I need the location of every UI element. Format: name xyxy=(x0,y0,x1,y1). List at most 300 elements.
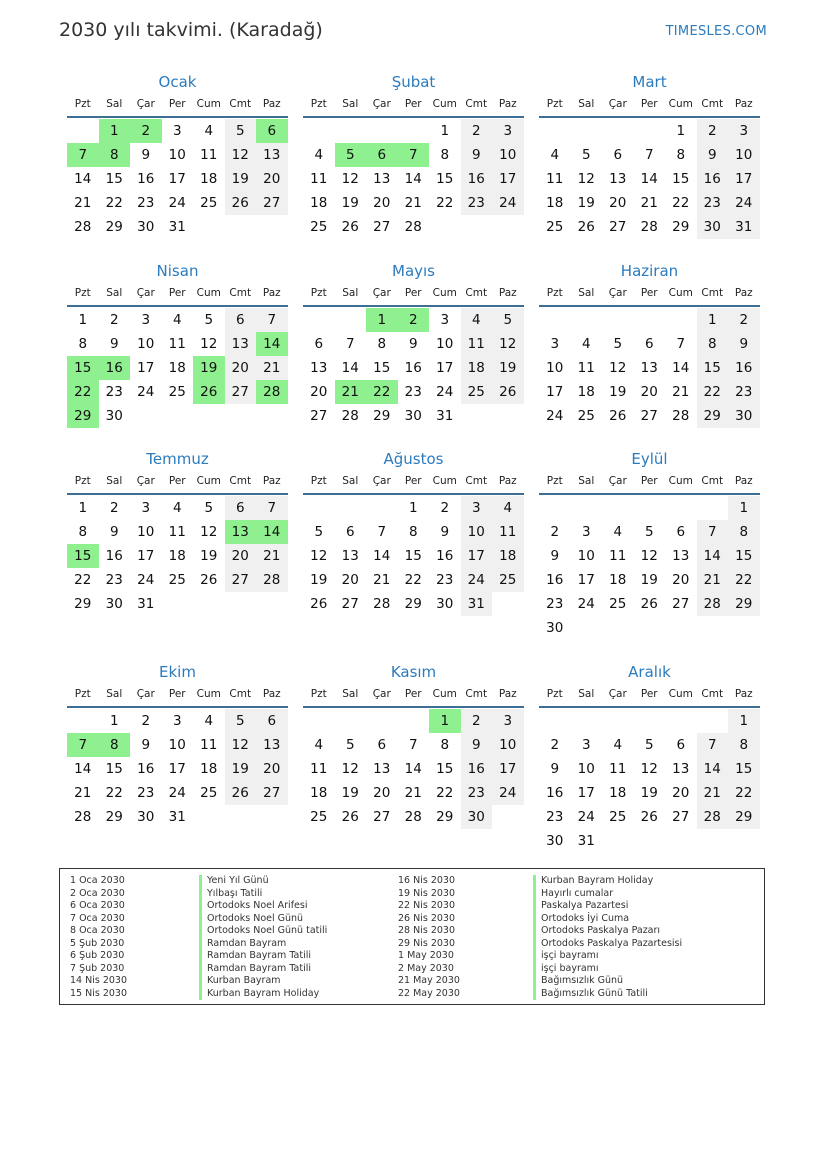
legend-holiday-name: Bağımsızlık Günü Tatili xyxy=(533,988,682,1001)
day-cell: 21 xyxy=(373,572,391,588)
day-cell: 19 xyxy=(225,167,257,191)
day-cell: 19 xyxy=(225,757,257,781)
day-cell: 9 xyxy=(109,524,119,540)
day-cell: 15 xyxy=(105,761,123,777)
day-cell: 8 xyxy=(78,524,88,540)
day-cell: 26 xyxy=(577,219,595,235)
holiday-day-cell: 6 xyxy=(366,143,398,167)
legend-holiday-name: işçi bayramı xyxy=(533,950,682,963)
weekday-label: Cmt xyxy=(465,98,488,110)
weekday-label: Cum xyxy=(432,98,457,110)
day-cell: 30 xyxy=(546,620,564,636)
weekday-label: Çar xyxy=(608,287,627,299)
month-block xyxy=(67,662,288,825)
day-cell: 2 xyxy=(697,119,729,143)
day-cell: 1 xyxy=(78,500,88,516)
day-cell: 23 xyxy=(137,785,155,801)
day-cell: 14 xyxy=(404,171,422,187)
weekday-header xyxy=(539,686,760,708)
day-cell: 3 xyxy=(440,312,450,328)
day-cell: 28 xyxy=(697,805,729,829)
day-cell: 16 xyxy=(436,548,454,564)
day-cell: 24 xyxy=(577,809,595,825)
weekday-label: Per xyxy=(640,98,658,110)
day-cell: 14 xyxy=(697,544,729,568)
day-cell: 8 xyxy=(377,336,387,352)
day-cell: 17 xyxy=(728,167,760,191)
legend-date: 14 Nis 2030 xyxy=(70,975,127,986)
day-cell: 18 xyxy=(200,761,218,777)
day-cell: 11 xyxy=(492,520,524,544)
weekday-label: Per xyxy=(640,287,658,299)
day-cell: 16 xyxy=(461,167,493,191)
day-cell: 21 xyxy=(404,195,422,211)
day-cell: 12 xyxy=(225,143,257,167)
weekday-label: Cmt xyxy=(701,688,724,700)
holiday-day-cell: 5 xyxy=(335,143,367,167)
day-cell: 7 xyxy=(408,737,418,753)
day-cell: 26 xyxy=(640,809,658,825)
day-cell: 14 xyxy=(404,761,422,777)
month-block xyxy=(303,662,524,825)
holiday-day-cell: 7 xyxy=(398,143,430,167)
day-cell: 2 xyxy=(461,709,493,733)
legend-holiday-name: Ortodoks Noel Günü tatili xyxy=(199,925,327,938)
day-cell: 24 xyxy=(461,568,493,592)
holiday-day-cell: 15 xyxy=(67,544,99,568)
day-cell: 5 xyxy=(345,737,355,753)
weekday-label: Cmt xyxy=(701,98,724,110)
holiday-day-cell: 28 xyxy=(256,380,288,404)
legend-date: 1 May 2030 xyxy=(398,950,454,961)
day-cell: 19 xyxy=(310,572,328,588)
holiday-day-cell: 8 xyxy=(99,733,131,757)
weekday-label: Paz xyxy=(734,688,753,700)
day-cell: 8 xyxy=(440,147,450,163)
day-cell: 14 xyxy=(697,757,729,781)
legend-date: 19 Nis 2030 xyxy=(398,887,455,899)
weekday-label: Cum xyxy=(668,688,693,700)
day-cell: 29 xyxy=(105,219,123,235)
day-cell: 25 xyxy=(492,568,524,592)
day-cell: 3 xyxy=(492,119,524,143)
day-cell: 12 xyxy=(609,360,627,376)
day-cell: 27 xyxy=(256,781,288,805)
day-cell: 23 xyxy=(105,384,123,400)
day-cell: 19 xyxy=(200,548,218,564)
day-cell: 28 xyxy=(74,809,92,825)
day-cell: 19 xyxy=(640,572,658,588)
day-cell: 15 xyxy=(672,171,690,187)
day-cell: 31 xyxy=(461,592,493,616)
weekday-label: Çar xyxy=(372,287,391,299)
legend-holiday-name: Kurban Bayram xyxy=(199,975,327,988)
month-name: Eylül xyxy=(631,450,668,468)
day-cell: 21 xyxy=(74,195,92,211)
day-cell: 4 xyxy=(172,312,182,328)
weekday-label: Per xyxy=(404,475,422,487)
weekday-label: Çar xyxy=(372,475,391,487)
day-cell: 11 xyxy=(609,548,627,564)
day-cell: 6 xyxy=(676,524,686,540)
day-cell: 6 xyxy=(676,737,686,753)
legend-date: 8 Oca 2030 xyxy=(70,925,125,936)
holiday-day-cell: 7 xyxy=(67,143,99,167)
weekday-label: Cum xyxy=(196,475,221,487)
weekday-label: Paz xyxy=(262,475,281,487)
day-cell: 7 xyxy=(256,308,288,332)
day-cell: 30 xyxy=(697,215,729,239)
day-cell: 23 xyxy=(728,380,760,404)
day-cell: 15 xyxy=(697,356,729,380)
legend-date: 16 Nis 2030 xyxy=(398,875,455,886)
day-cell: 4 xyxy=(204,123,214,139)
legend-holiday-name: Ramdan Bayram Tatili xyxy=(199,963,327,976)
day-cell: 12 xyxy=(200,524,218,540)
day-cell: 31 xyxy=(577,833,595,849)
day-cell: 31 xyxy=(436,408,454,424)
month-block xyxy=(539,449,760,636)
day-cell: 13 xyxy=(672,548,690,564)
day-cell: 31 xyxy=(137,596,155,612)
weekday-label: Paz xyxy=(498,688,517,700)
weekday-header xyxy=(539,473,760,495)
day-cell: 21 xyxy=(697,781,729,805)
day-cell: 29 xyxy=(728,592,760,616)
day-cell: 5 xyxy=(644,524,654,540)
day-cell: 19 xyxy=(640,785,658,801)
weekday-label: Çar xyxy=(372,688,391,700)
day-cell: 24 xyxy=(436,384,454,400)
day-cell: 20 xyxy=(373,785,391,801)
day-cell: 4 xyxy=(314,737,324,753)
day-cell: 9 xyxy=(461,143,493,167)
day-cell: 29 xyxy=(404,596,422,612)
day-cell: 25 xyxy=(310,809,328,825)
weekday-header xyxy=(303,686,524,708)
day-cell: 7 xyxy=(676,336,686,352)
weekday-label: Cmt xyxy=(701,475,724,487)
day-cell: 10 xyxy=(492,143,524,167)
legend-holiday-name: Ortodoks İyi Cuma xyxy=(533,913,682,926)
weekday-label: Paz xyxy=(498,475,517,487)
day-cell: 13 xyxy=(310,360,328,376)
day-cell: 19 xyxy=(609,384,627,400)
month-block xyxy=(539,72,760,235)
day-cell: 24 xyxy=(168,195,186,211)
day-cell: 4 xyxy=(204,713,214,729)
day-cell: 20 xyxy=(256,757,288,781)
day-cell: 27 xyxy=(373,809,391,825)
day-cell: 2 xyxy=(550,524,560,540)
holiday-day-cell: 21 xyxy=(335,380,367,404)
day-cell: 12 xyxy=(341,761,359,777)
weekday-header xyxy=(67,686,288,708)
day-cell: 18 xyxy=(546,195,564,211)
weekday-header xyxy=(303,96,524,118)
weekday-label: Cmt xyxy=(229,287,252,299)
day-cell: 1 xyxy=(408,500,418,516)
day-cell: 16 xyxy=(105,548,123,564)
day-cell: 29 xyxy=(373,408,391,424)
day-cell: 16 xyxy=(728,356,760,380)
legend-holiday-name: Ortodoks Paskalya Pazarı xyxy=(533,925,682,938)
weekday-label: Cum xyxy=(196,688,221,700)
legend-holiday-name: Yeni Yıl Günü xyxy=(199,875,327,888)
day-cell: 2 xyxy=(550,737,560,753)
month-block xyxy=(303,72,524,235)
weekday-label: Cum xyxy=(668,475,693,487)
weekday-label: Pzt xyxy=(310,475,327,487)
day-cell: 10 xyxy=(137,336,155,352)
month-name: Mart xyxy=(632,73,667,91)
month-block xyxy=(303,449,524,612)
day-cell: 22 xyxy=(105,785,123,801)
day-cell: 13 xyxy=(672,761,690,777)
day-cell: 27 xyxy=(672,809,690,825)
day-cell: 20 xyxy=(341,572,359,588)
day-cell: 18 xyxy=(168,548,186,564)
weekday-label: Cum xyxy=(432,287,457,299)
day-cell: 27 xyxy=(256,191,288,215)
weekday-label: Sal xyxy=(106,688,123,700)
weekday-label: Çar xyxy=(608,688,627,700)
day-cell: 30 xyxy=(137,219,155,235)
day-cell: 5 xyxy=(225,709,257,733)
day-cell: 6 xyxy=(345,524,355,540)
day-cell: 14 xyxy=(341,360,359,376)
month-block xyxy=(67,261,288,424)
weekday-label: Per xyxy=(640,688,658,700)
day-cell: 8 xyxy=(408,524,418,540)
page-title: 2030 yılı takvimi. (Karadağ) xyxy=(59,19,323,41)
day-cell: 4 xyxy=(613,737,623,753)
day-cell: 25 xyxy=(310,219,328,235)
day-cell: 22 xyxy=(404,572,422,588)
day-cell: 4 xyxy=(550,147,560,163)
day-cell: 15 xyxy=(373,360,391,376)
legend-names-left xyxy=(199,875,327,1000)
weekday-label: Paz xyxy=(262,287,281,299)
day-cell: 9 xyxy=(728,332,760,356)
month-name: Haziran xyxy=(620,262,679,280)
weekday-label: Cmt xyxy=(465,688,488,700)
day-cell: 16 xyxy=(137,171,155,187)
weekday-label: Çar xyxy=(608,475,627,487)
day-cell: 9 xyxy=(550,548,560,564)
month-name: Ağustos xyxy=(383,450,444,468)
day-cell: 18 xyxy=(310,785,328,801)
day-cell: 1 xyxy=(697,308,729,332)
day-cell: 29 xyxy=(697,404,729,428)
legend-holiday-name: Hayırlı cumalar xyxy=(533,888,682,901)
day-cell: 3 xyxy=(172,713,182,729)
day-cell: 11 xyxy=(310,171,328,187)
day-cell: 11 xyxy=(546,171,564,187)
day-cell: 29 xyxy=(105,809,123,825)
day-cell: 9 xyxy=(697,143,729,167)
day-cell: 5 xyxy=(314,524,324,540)
day-cell: 15 xyxy=(728,544,760,568)
day-cell: 21 xyxy=(672,384,690,400)
weekday-label: Cmt xyxy=(229,475,252,487)
day-cell: 23 xyxy=(404,384,422,400)
day-cell: 30 xyxy=(137,809,155,825)
day-cell: 18 xyxy=(492,544,524,568)
day-cell: 24 xyxy=(137,572,155,588)
weekday-label: Çar xyxy=(608,98,627,110)
weekday-label: Cum xyxy=(432,475,457,487)
day-cell: 20 xyxy=(256,167,288,191)
legend-holiday-name: Ortodoks Noel Arifesi xyxy=(199,900,327,913)
legend-dates-right xyxy=(398,875,460,1000)
day-cell: 5 xyxy=(204,500,214,516)
day-cell: 23 xyxy=(436,572,454,588)
month-name: Nisan xyxy=(156,262,199,280)
day-cell: 28 xyxy=(341,408,359,424)
weekday-label: Cum xyxy=(432,688,457,700)
day-cell: 5 xyxy=(581,147,591,163)
month-name: Ocak xyxy=(158,73,197,91)
day-cell: 30 xyxy=(546,833,564,849)
weekday-label: Per xyxy=(168,98,186,110)
weekday-label: Pzt xyxy=(546,287,563,299)
day-cell: 25 xyxy=(168,384,186,400)
weekday-label: Pzt xyxy=(74,98,91,110)
weekday-label: Sal xyxy=(342,287,359,299)
day-cell: 10 xyxy=(577,761,595,777)
legend-holiday-name: Kurban Bayram Holiday xyxy=(199,988,327,1001)
day-cell: 28 xyxy=(404,219,422,235)
weekday-label: Sal xyxy=(106,475,123,487)
day-cell: 20 xyxy=(640,384,658,400)
legend-date: 21 May 2030 xyxy=(398,975,460,986)
day-cell: 15 xyxy=(728,757,760,781)
day-cell: 24 xyxy=(546,408,564,424)
holiday-day-cell: 1 xyxy=(366,308,398,332)
day-cell: 28 xyxy=(373,596,391,612)
day-cell: 24 xyxy=(492,781,524,805)
weekday-label: Per xyxy=(168,287,186,299)
day-cell: 28 xyxy=(672,408,690,424)
day-cell: 23 xyxy=(105,572,123,588)
day-cell: 14 xyxy=(640,171,658,187)
weekday-label: Pzt xyxy=(546,98,563,110)
holiday-day-cell: 2 xyxy=(130,119,162,143)
day-cell: 21 xyxy=(697,568,729,592)
brand-link[interactable]: TIMESLES.COM xyxy=(665,24,767,39)
day-cell: 23 xyxy=(546,596,564,612)
weekday-label: Çar xyxy=(136,475,155,487)
day-cell: 1 xyxy=(728,496,760,520)
day-cell: 6 xyxy=(613,147,623,163)
day-cell: 7 xyxy=(697,733,729,757)
holiday-legend xyxy=(59,868,765,1005)
holiday-day-cell: 29 xyxy=(67,404,99,428)
weekday-label: Per xyxy=(404,688,422,700)
legend-holiday-name: Kurban Bayram Holiday xyxy=(533,875,682,888)
weekday-label: Pzt xyxy=(546,475,563,487)
day-cell: 8 xyxy=(440,737,450,753)
holiday-day-cell: 26 xyxy=(193,380,225,404)
weekday-label: Per xyxy=(168,688,186,700)
weekday-header xyxy=(539,285,760,307)
day-cell: 23 xyxy=(546,809,564,825)
day-cell: 10 xyxy=(546,360,564,376)
month-block xyxy=(539,261,760,424)
day-cell: 19 xyxy=(492,356,524,380)
day-cell: 23 xyxy=(697,191,729,215)
weekday-label: Paz xyxy=(262,98,281,110)
day-cell: 20 xyxy=(225,356,257,380)
day-cell: 27 xyxy=(609,219,627,235)
weekday-label: Paz xyxy=(498,98,517,110)
weekday-header xyxy=(539,96,760,118)
day-cell: 25 xyxy=(546,219,564,235)
day-cell: 20 xyxy=(373,195,391,211)
weekday-label: Paz xyxy=(734,287,753,299)
day-cell: 4 xyxy=(172,500,182,516)
day-cell: 13 xyxy=(256,733,288,757)
day-cell: 28 xyxy=(640,219,658,235)
legend-date: 28 Nis 2030 xyxy=(398,925,455,936)
legend-date: 2 May 2030 xyxy=(398,962,454,974)
day-cell: 25 xyxy=(609,809,627,825)
day-cell: 21 xyxy=(74,785,92,801)
weekday-label: Sal xyxy=(578,98,595,110)
day-cell: 20 xyxy=(310,384,328,400)
day-cell: 18 xyxy=(609,785,627,801)
day-cell: 20 xyxy=(225,544,257,568)
day-cell: 15 xyxy=(105,171,123,187)
day-cell: 3 xyxy=(492,709,524,733)
day-cell: 13 xyxy=(225,332,257,356)
holiday-day-cell: 14 xyxy=(256,332,288,356)
day-cell: 6 xyxy=(225,308,257,332)
weekday-label: Paz xyxy=(262,688,281,700)
legend-date: 7 Şub 2030 xyxy=(70,962,125,974)
day-cell: 31 xyxy=(168,809,186,825)
day-cell: 25 xyxy=(609,596,627,612)
holiday-day-cell: 8 xyxy=(99,143,131,167)
day-cell: 1 xyxy=(728,709,760,733)
holiday-day-cell: 2 xyxy=(398,308,430,332)
month-name: Ekim xyxy=(159,663,196,681)
day-cell: 17 xyxy=(546,384,564,400)
holiday-day-cell: 14 xyxy=(256,520,288,544)
legend-names-right xyxy=(533,875,682,1000)
day-cell: 29 xyxy=(672,219,690,235)
month-name: Temmuz xyxy=(146,450,209,468)
month-name: Kasım xyxy=(390,663,437,681)
day-cell: 28 xyxy=(74,219,92,235)
day-cell: 16 xyxy=(461,757,493,781)
day-cell: 8 xyxy=(697,332,729,356)
weekday-label: Sal xyxy=(342,475,359,487)
day-cell: 17 xyxy=(436,360,454,376)
legend-dates-left xyxy=(70,875,127,1000)
day-cell: 17 xyxy=(168,171,186,187)
day-cell: 6 xyxy=(225,496,257,520)
day-cell: 14 xyxy=(74,171,92,187)
day-cell: 29 xyxy=(728,805,760,829)
weekday-label: Pzt xyxy=(310,287,327,299)
month-name: Mayıs xyxy=(392,262,435,280)
weekday-label: Pzt xyxy=(546,688,563,700)
day-cell: 14 xyxy=(672,360,690,376)
day-cell: 23 xyxy=(137,195,155,211)
weekday-label: Cmt xyxy=(465,287,488,299)
